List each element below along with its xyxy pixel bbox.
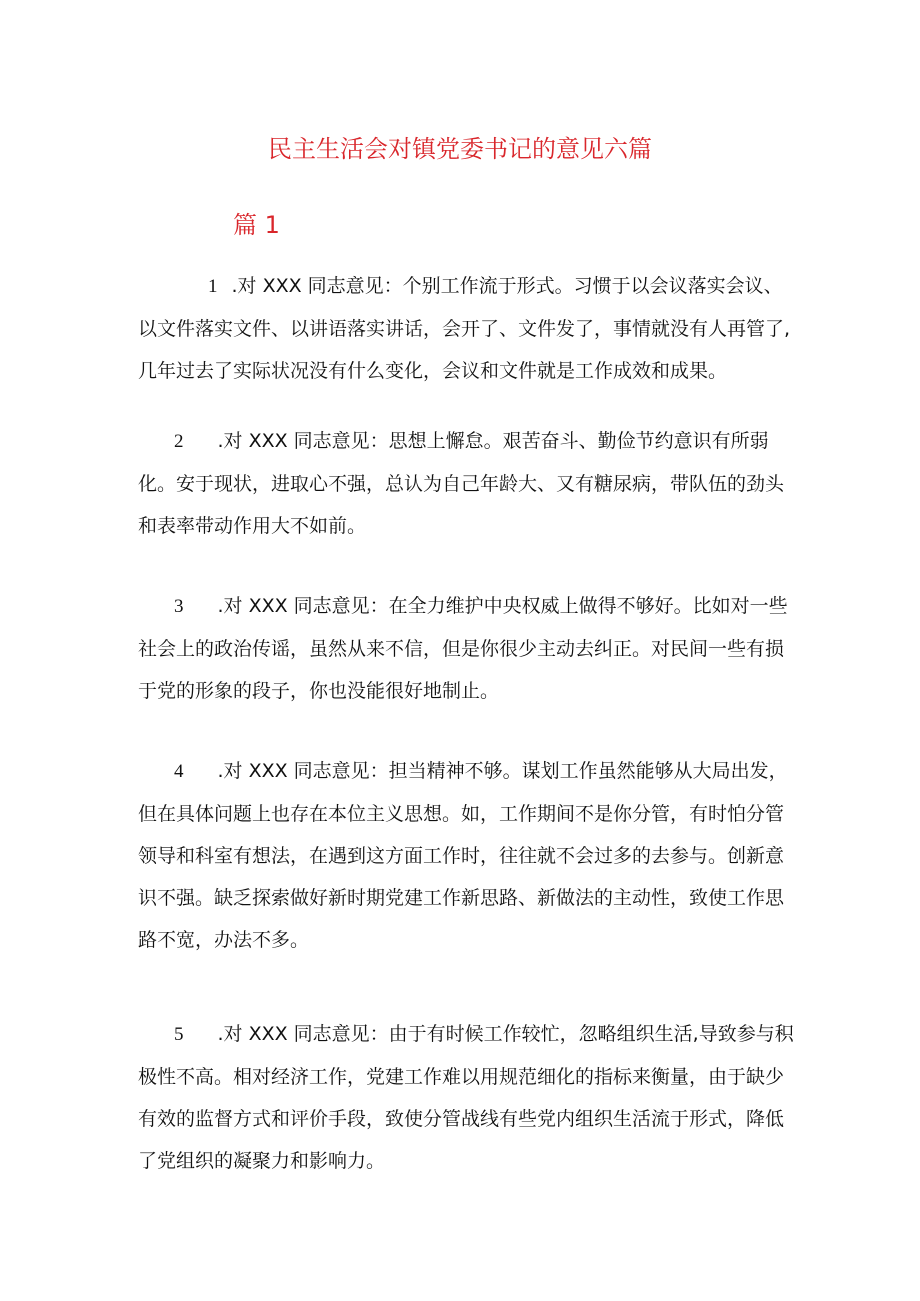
opinion-item [138,750,798,961]
item-text: .对 XXX 同志意见：在全力维护中央权威上做得不够好。比如对一些社会上的政治传谣，虽然从来不信，但是你很少主动去纠正。对民间一些有损于党的形象的段子，你也没能很好地制止。 [138,595,788,702]
item-number: 4 [174,761,184,782]
item-text: .对 XXX 同志意见：思想上懈怠。艰苦奋斗、勤俭节约意识有所弱化。安于现状，进取心不强，总认为自己年龄大、又有糖尿病，带队伍的劲头和表率带动作用大不如前。 [138,430,785,537]
item-text: .对 XXX 同志意见：个别工作流于形式。习惯于以会议落实会议、以文件落实文件、以讲语落实讲话，会开了、文件发了，事情就没有人再管了,几年过去了实际状况没有什么变化，会议和文件就是工作成效和成果。 [138,275,791,382]
document-title: 民主生活会对镇党委书记的意见六篇 [268,135,652,163]
opinion-item [138,420,798,547]
item-number: 2 [174,431,184,452]
item-text: .对 XXX 同志意见：担当精神不够。谋划工作虽然能够从大局出发，但在具体问题上也存在本位主义思想。如，工作期间不是你分管，有时怕分管领导和科室有想法，在遇到这方面工作时，往往就不会过多的去参与。创新意识不强。缺乏探索做好新时期党建工作新思路、新做法的主动性，致使工作思路不宽，办法不多。 [138,760,788,951]
opinion-item [138,265,798,392]
item-number: 1 [208,276,218,297]
item-text: .对 XXX 同志意见：由于有时候工作较忙，忽略组织生活,导致参与积极性不高。相对经济工作，党建工作难以用规范细化的指标来衡量，由于缺少有效的监督方式和评价手段，致使分管战线有些党内组织生活流于形式，降低了党组织的凝聚力和影响力。 [138,1023,794,1172]
item-number: 5 [174,1024,184,1045]
opinion-item [138,1013,798,1182]
opinion-item [138,585,798,712]
item-number: 3 [174,596,184,617]
section-heading: 篇 1 [233,211,280,239]
